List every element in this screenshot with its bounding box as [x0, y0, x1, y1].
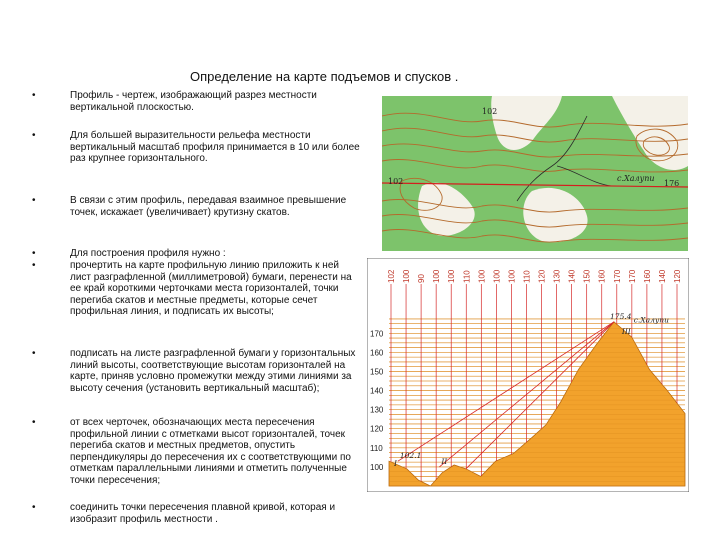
map-label: 176	[664, 179, 680, 188]
bullet-marker: •	[32, 348, 36, 359]
top-label: 130	[552, 269, 562, 283]
y-tick-label: 170	[370, 329, 384, 339]
bullet-text: соединить точки пересечения плавной кривой, которая и изобразит профиль местности .	[70, 502, 336, 525]
bullet-marker: •	[32, 502, 36, 513]
bullet-marker: •	[32, 248, 36, 259]
bullet-text: от всех черточек, обозначающих места пересечения профильной линии с отметками высот горизонталей, точек перегиба скатов и местных предметов, опустить перпендикуляры до пересечения их с соответствующими по отметкам параллельными линиями и отметить полученные точки пересечения;	[70, 417, 351, 486]
bullet-text: подписать на листе разграфленной бумаги у горизонтальных линий высоты, соответствующие высотам горизонталей на карте, приняв условно промежутки между этими линиями за высоту сечения (установить вертикальный масштаб);	[70, 348, 356, 394]
top-label: 110	[522, 270, 532, 283]
top-label: 90	[417, 274, 427, 283]
map-label: 102	[388, 177, 404, 186]
top-label: 100	[507, 269, 517, 283]
page-title: Определение на карте подъемов и спусков .	[190, 69, 459, 84]
top-label: 170	[627, 269, 637, 283]
top-label: 100	[492, 269, 502, 283]
chart-annotation: 102.1	[399, 451, 422, 461]
bullet-marker: •	[32, 417, 36, 428]
bullet-marker: •	[32, 90, 36, 101]
top-label: 100	[402, 269, 412, 283]
map-label: с.Халупи	[617, 174, 655, 183]
bullet-text: Профиль - чертеж, изображающий разрез местности вертикальной плоскостью.	[70, 90, 317, 113]
y-tick-label: 120	[370, 424, 384, 434]
bullet-marker: •	[32, 260, 36, 271]
top-label: 170	[612, 269, 622, 283]
top-label: 150	[582, 269, 592, 283]
top-label: 102	[387, 269, 396, 283]
chart-annotation: 175.4	[610, 311, 632, 321]
top-label: 110	[462, 270, 472, 283]
bullet-text: прочертить на карте профильную линию приложить к ней лист разграфленной (миллиметровой) бумаги, перенести на ее край короткими черточками места горизонталей, точки перегиба скатов и местные предметы, которые сечет профильная линия, и подписать их высоты;	[70, 260, 352, 317]
top-label: 100	[432, 269, 442, 283]
chart-annotation: с.Халупи	[633, 315, 669, 325]
top-label: 160	[597, 269, 607, 283]
bullet-marker: •	[32, 195, 36, 206]
top-label: 140	[567, 269, 577, 283]
bullet-text: Для большей выразительности рельефа местности вертикальный масштаб профиля принимается в 10 или более раз крупнее горизонтального.	[70, 130, 360, 164]
map-label: 102	[482, 107, 498, 116]
bullet-marker: •	[32, 130, 36, 141]
top-label: 120	[673, 269, 682, 283]
chart-annotation: III	[621, 327, 631, 337]
top-label: 120	[537, 269, 547, 283]
y-tick-label: 100	[370, 462, 384, 472]
bullet-text: Для построения профиля нужно :	[70, 248, 226, 259]
y-tick-label: 130	[370, 405, 384, 415]
top-label: 140	[657, 269, 667, 283]
y-tick-label: 140	[370, 386, 384, 396]
y-tick-label: 160	[370, 348, 384, 358]
chart-annotation: I	[393, 458, 397, 468]
top-label: 160	[642, 269, 652, 283]
chart-annotation: II	[441, 456, 448, 466]
topographic-map	[382, 96, 688, 251]
bullet-text: В связи с этим профиль, передавая взаимное превышение точек, искажает (увеличивает) крутизну скатов.	[70, 195, 347, 218]
top-label: 100	[447, 269, 457, 283]
top-label: 100	[477, 269, 487, 283]
profile-chart	[367, 258, 689, 492]
y-tick-label: 110	[370, 443, 383, 453]
y-tick-label: 150	[370, 367, 384, 377]
